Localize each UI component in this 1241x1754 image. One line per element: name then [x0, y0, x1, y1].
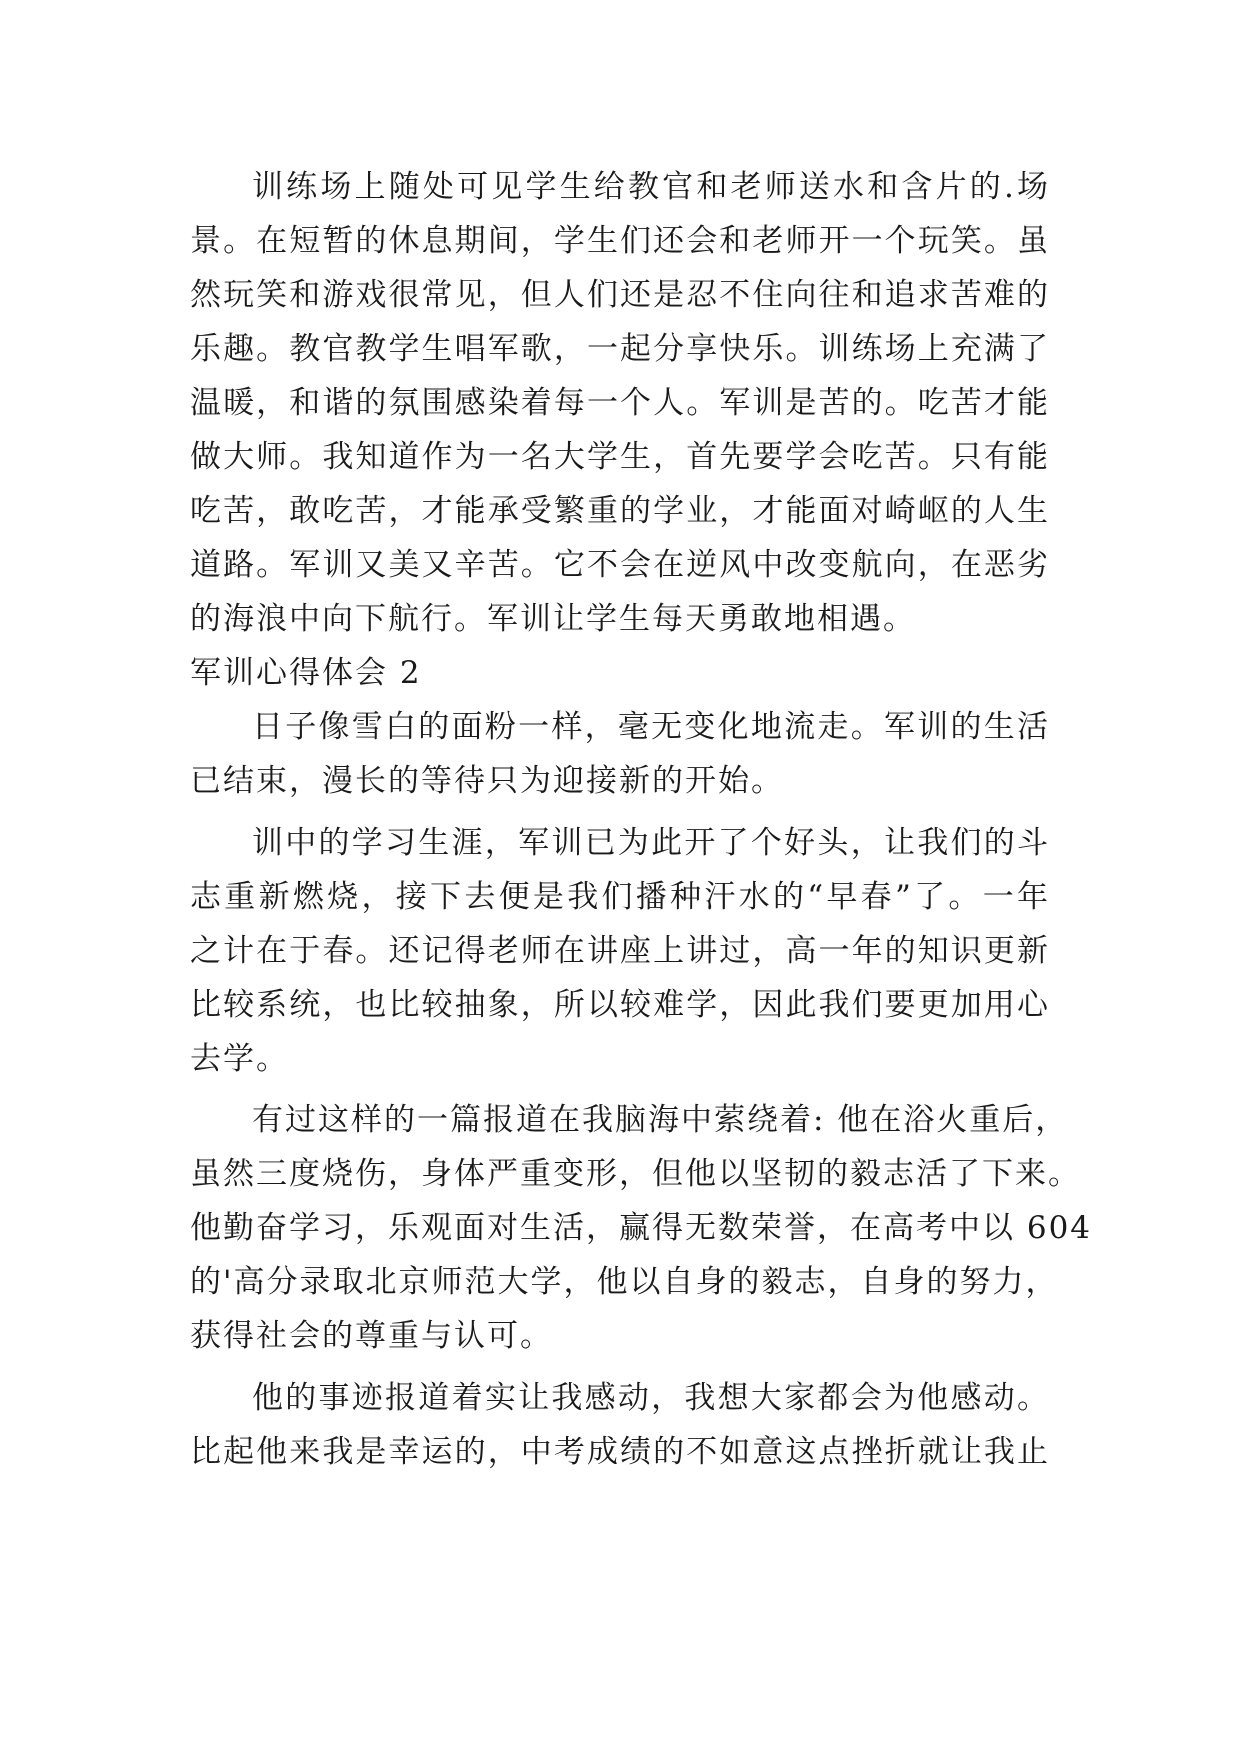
paragraph-line: 已结束，漫长的等待只为迎接新的开始。	[190, 763, 784, 799]
paragraph-line: 日子像雪白的面粉一样，毫无变化地流走。军训的生活	[252, 709, 1050, 745]
paragraph-line: 的海浪中向下航行。军训让学生每天勇敢地相遇。	[190, 601, 916, 637]
paragraph-line: 吃苦，敢吃苦，才能承受繁重的学业，才能面对崎岖的人生	[190, 493, 1050, 529]
paragraph-line: 比较系统，也比较抽象，所以较难学，因此我们要更加用心	[190, 987, 1050, 1023]
paragraph-line: 训中的学习生涯，军训已为此开了个好头，让我们的斗	[252, 825, 1050, 861]
paragraph-line: 比起他来我是幸运的，中考成绩的不如意这点挫折就让我止	[190, 1434, 1050, 1470]
paragraph-line: 虽然三度烧伤，身体严重变形，但他以坚韧的毅志活了下来。	[190, 1156, 1081, 1192]
paragraph-line: 训练场上随处可见学生给教官和老师送水和含片的.场	[252, 169, 1050, 205]
paragraph-line: 之计在于春。还记得老师在讲座上讲过，高一年的知识更新	[190, 933, 1050, 969]
paragraph-line: 景。在短暂的休息期间，学生们还会和老师开一个玩笑。虽	[190, 223, 1050, 259]
paragraph-line: 获得社会的尊重与认可。	[190, 1318, 553, 1354]
paragraph-line: 他勤奋学习，乐观面对生活，赢得无数荣誉，在高考中以 604	[190, 1210, 1093, 1246]
paragraph-line: 乐趣。教官教学生唱军歌，一起分享快乐。训练场上充满了	[190, 331, 1050, 367]
section-heading: 军训心得体会 2	[190, 655, 422, 691]
paragraph-line: 的'高分录取北京师范大学，他以自身的毅志，自身的努力，	[190, 1264, 1059, 1300]
paragraph-line: 道路。军训又美又辛苦。它不会在逆风中改变航向，在恶劣	[190, 547, 1050, 583]
paragraph-line: 去学。	[190, 1041, 289, 1077]
paragraph-line: 志重新燃烧，接下去便是我们播种汗水的“早春”了。一年	[190, 879, 1050, 915]
paragraph-line: 温暖，和谐的氛围感染着每一个人。军训是苦的。吃苦才能	[190, 385, 1050, 421]
paragraph-line: 有过这样的一篇报道在我脑海中萦绕着: 他在浴火重后，	[252, 1102, 1069, 1138]
paragraph-line: 然玩笑和游戏很常见，但人们还是忍不住向往和追求苦难的	[190, 277, 1050, 313]
paragraph-line: 他的事迹报道着实让我感动，我想大家都会为他感动。	[252, 1380, 1050, 1416]
paragraph-line: 做大师。我知道作为一名大学生，首先要学会吃苦。只有能	[190, 439, 1050, 475]
